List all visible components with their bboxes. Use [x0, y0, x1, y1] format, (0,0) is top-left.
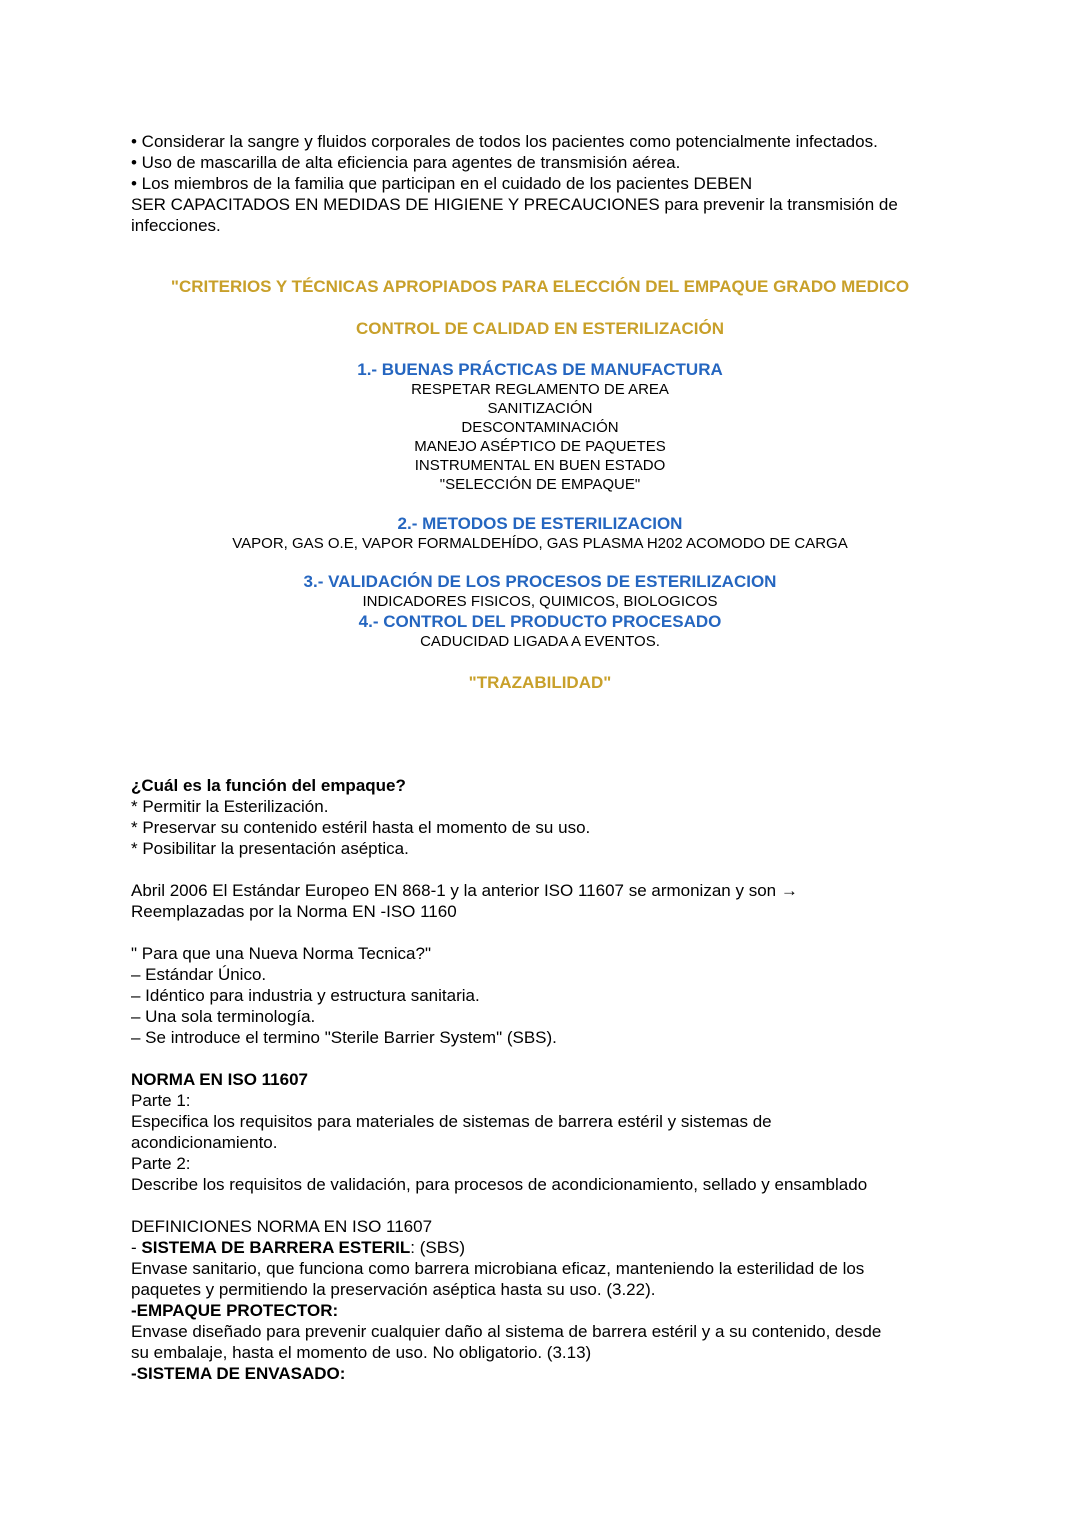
control-title: CONTROL DE CALIDAD EN ESTERILIZACIÓN [355, 319, 725, 338]
empaque-text: su embalaje, hasta el momento de uso. No obligatorio. (3.13) [131, 1343, 592, 1362]
sbs-text: paquetes y permitiendo la preservación aséptica hasta su uso. (3.22). [131, 1280, 656, 1299]
envasado-label: -SISTEMA DE ENVASADO: [131, 1364, 346, 1383]
sbs-text: Envase sanitario, que funciona como barrera microbiana eficaz, manteniendo la esterilidad de los [131, 1259, 865, 1278]
norma-parte1-text: Especifica los requisitos para materiales de sistemas de barrera estéril y sistemas de [131, 1112, 772, 1131]
section3-text: INDICADORES FISICOS, QUIMICOS, BIOLOGICOS [362, 593, 718, 610]
norma-heading: NORMA EN ISO 11607 [131, 1070, 308, 1089]
criterios-title: "CRITERIOS Y TÉCNICAS APROPIADOS PARA ELECCIÓN DEL EMPAQUE GRADO MEDICO [170, 277, 910, 296]
sbs-prefix: - [131, 1238, 142, 1257]
norma-parte2: Parte 2: [131, 1154, 191, 1173]
section2-text: VAPOR, GAS O.E, VAPOR FORMALDEHÍDO, GAS PLASMA H202 ACOMODO DE CARGA [232, 535, 848, 552]
sbs-label: SISTEMA DE BARRERA ESTERIL [141, 1238, 411, 1257]
norma-parte1-text: acondicionamiento. [131, 1133, 278, 1152]
funcion-item: * Permitir la Esterilización. [131, 797, 329, 816]
section1-heading: 1.- BUENAS PRÁCTICAS DE MANUFACTURA [357, 360, 723, 379]
document-page [131, 131, 951, 1384]
sbs-suffix: : (SBS) [410, 1238, 466, 1257]
bullet-line: • Uso de mascarilla de alta eficiencia para agentes de transmisión aérea. [131, 153, 681, 172]
trazabilidad-title: "TRAZABILIDAD" [468, 673, 612, 692]
section2-heading: 2.- METODOS DE ESTERILIZACION [397, 514, 683, 533]
bullet-line: • Considerar la sangre y fluidos corporales de todos los pacientes como potencialmente infectados. [131, 132, 878, 151]
section1-item: DESCONTAMINACIÓN [461, 419, 619, 436]
abril-line: Reemplazadas por la Norma EN -ISO 1160 [131, 902, 457, 921]
funcion-item: * Preservar su contenido estéril hasta el momento de su uso. [131, 818, 591, 837]
section1-item: "SELECCIÓN DE EMPAQUE" [439, 476, 641, 493]
section1-item: RESPETAR REGLAMENTO DE AREA [411, 381, 669, 398]
section1-item: INSTRUMENTAL EN BUEN ESTADO [414, 457, 666, 474]
definiciones-heading: DEFINICIONES NORMA EN ISO 11607 [131, 1217, 433, 1236]
nueva-item: – Una sola terminología. [131, 1007, 316, 1026]
nueva-item: – Estándar Único. [131, 965, 267, 984]
nueva-item: – Idéntico para industria y estructura sanitaria. [131, 986, 480, 1005]
bullet-line: SER CAPACITADOS EN MEDIDAS DE HIGIENE Y PRECAUCIONES para prevenir la transmisión de [131, 195, 898, 214]
nueva-question: " Para que una Nueva Norma Tecnica?" [131, 944, 431, 963]
section1-item: SANITIZACIÓN [487, 400, 593, 417]
empaque-label: -EMPAQUE PROTECTOR: [131, 1301, 339, 1320]
funcion-question: ¿Cuál es la función del empaque? [131, 776, 406, 795]
bullet-line: • Los miembros de la familia que participan en el cuidado de los pacientes DEBEN [131, 174, 753, 193]
empaque-text: Envase diseñado para prevenir cualquier daño al sistema de barrera estéril y a su contenido, desde [131, 1322, 882, 1341]
nueva-item: – Se introduce el termino "Sterile Barrier System" (SBS). [131, 1028, 557, 1047]
bullet-line: infecciones. [131, 216, 221, 235]
abril-line: Abril 2006 El Estándar Europeo EN 868-1 y la anterior ISO 11607 se armonizan y son → [131, 881, 798, 900]
section4-heading: 4.- CONTROL DEL PRODUCTO PROCESADO [358, 612, 722, 631]
sbs-definition-label [131, 1237, 951, 1258]
section3-heading: 3.- VALIDACIÓN DE LOS PROCESOS DE ESTERILIZACION [303, 572, 777, 591]
funcion-item: * Posibilitar la presentación aséptica. [131, 839, 409, 858]
section1-item: MANEJO ASÉPTICO DE PAQUETES [414, 438, 666, 455]
norma-parte2-text: Describe los requisitos de validación, para procesos de acondicionamiento, sellado y ensamblado [131, 1175, 868, 1194]
section4-text: CADUCIDAD LIGADA A EVENTOS. [420, 633, 660, 650]
norma-parte1: Parte 1: [131, 1091, 191, 1110]
